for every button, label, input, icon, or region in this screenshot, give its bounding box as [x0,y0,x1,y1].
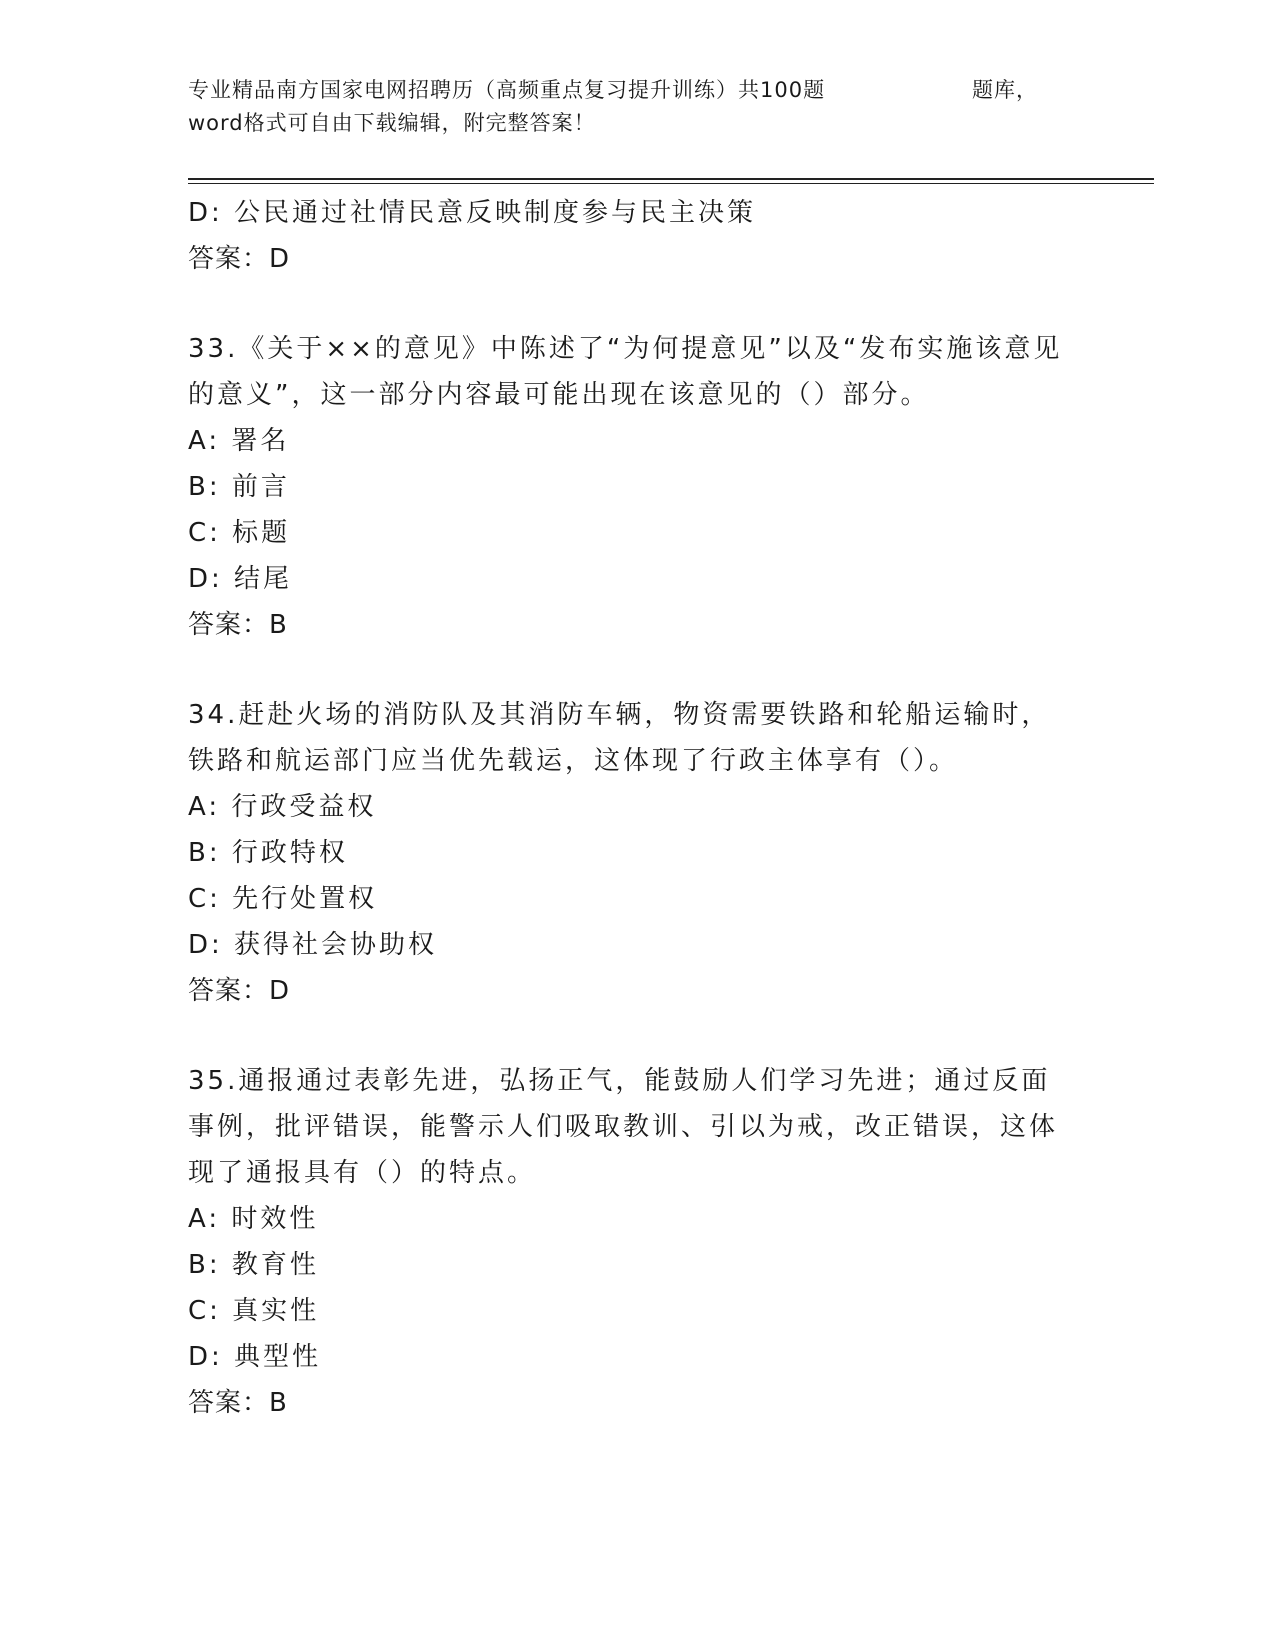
header-title: 专业精品南方国家电网招聘历（高频重点复习提升训练）共100题 [188,78,826,102]
header-line-1 [188,74,1068,107]
option-b: B: 行政特权 [188,838,348,868]
answer-line: 答案：B [188,1388,288,1418]
option-a: A: 行政受益权 [188,792,377,822]
header-subtitle: word格式可自由下载编辑，附完整答案！ [188,111,596,135]
question-stem: 33.《关于××的意见》中陈述了“为何提意见”以及“发布实施该意见的意义”，这一部分内容最可能出现在该意见的（）部分。 [188,334,1063,410]
option-d: D: 结尾 [188,564,293,594]
option-d: D: 典型性 [188,1342,322,1372]
answer-line: 答案：B [188,610,288,640]
option-b: B: 前言 [188,472,290,502]
question-block-34 [188,692,1088,1014]
header-divider-thick [188,178,1154,180]
question-block-33 [188,326,1088,648]
question-block-35 [188,1058,1088,1426]
header-divider-thin [188,183,1154,184]
answer-line: 答案：D [188,244,291,274]
option-d: D: 公民通过社情民意反映制度参与民主决策 [188,198,757,228]
option-b: B: 教育性 [188,1250,319,1280]
option-c: C: 真实性 [188,1296,320,1326]
question-block-prev [188,190,1088,282]
option-a: A: 署名 [188,426,290,456]
option-a: A: 时效性 [188,1204,319,1234]
option-c: C: 先行处置权 [188,884,378,914]
question-stem: 35.通报通过表彰先进，弘扬正气，能鼓励人们学习先进；通过反面事例，批评错误，能警示人们吸取教训、引以为戒，改正错误，这体现了通报具有（）的特点。 [188,1066,1059,1188]
option-d: D: 获得社会协助权 [188,930,438,960]
answer-line: 答案：D [188,976,291,1006]
option-c: C: 标题 [188,518,291,548]
question-list [188,190,1088,1426]
page-header [188,74,1068,140]
header-title-suffix: 题库， [972,78,1038,102]
question-stem: 34.赶赴火场的消防队及其消防车辆，物资需要铁路和轮船运输时，铁路和航运部门应当优先载运，这体现了行政主体享有（）。 [188,700,1051,776]
